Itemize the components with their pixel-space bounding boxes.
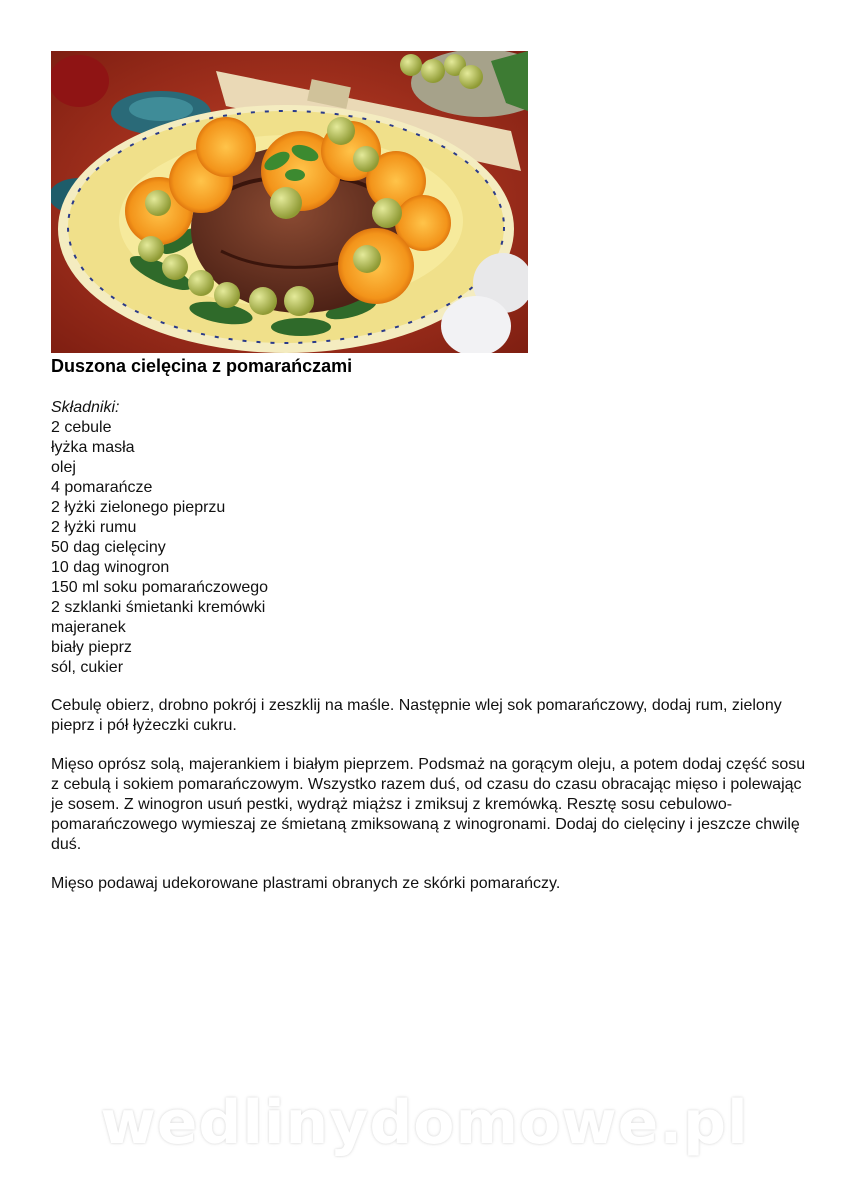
ingredient-item: 2 cebule bbox=[51, 419, 112, 436]
instruction-paragraph: Mięso podawaj udekorowane plastrami obranych ze skórki pomarańczy. bbox=[51, 875, 561, 892]
ingredient-item: 150 ml soku pomarańczowego bbox=[51, 579, 269, 596]
instruction-paragraph: Cebulę obierz, drobno pokrój i zeszklij na maśle. Następnie wlej sok pomarańczowy, dodaj rum, zielony pieprz i pół łyżeczki cukru. bbox=[51, 697, 782, 734]
ingredients-label: Składniki: bbox=[51, 399, 120, 416]
ingredient-item: biały pieprz bbox=[51, 639, 132, 656]
ingredient-item: 4 pomarańcze bbox=[51, 479, 153, 496]
ingredient-item: 2 łyżki rumu bbox=[51, 519, 137, 536]
ingredients-list bbox=[51, 418, 268, 678]
ingredient-item: majeranek bbox=[51, 619, 126, 636]
ingredient-item: 2 łyżki zielonego pieprzu bbox=[51, 499, 226, 516]
ingredient-item: sól, cukier bbox=[51, 659, 124, 676]
ingredient-item: 10 dag winogron bbox=[51, 559, 170, 576]
ingredient-item: łyżka masła bbox=[51, 439, 135, 456]
dish-photo bbox=[51, 51, 528, 353]
ingredient-item: 50 dag cielęciny bbox=[51, 539, 166, 556]
ingredient-item: 2 szklanki śmietanki kremówki bbox=[51, 599, 266, 616]
recipe-title: Duszona cielęcina z pomarańczami bbox=[51, 356, 353, 376]
ingredients-section bbox=[51, 398, 268, 678]
watermark: wedlinydomowe.pl bbox=[100, 1088, 749, 1158]
instruction-paragraph: Mięso oprósz solą, majerankiem i białym pieprzem. Podsmaż na gorącym oleju, a potem dodaj część sosu z cebulą i sokiem pomarańczowym. Wszystko razem duś, od czasu do czasu obracając mięso i polewając je sosem. Z winogron usuń pestki, wydrąż miąższ i zmiksuj z kremówką. Resztę sosu cebulowo-pomarańczowego wymieszaj ze śmietaną zmiksowaną z winogronami. Dodaj do cielęciny i jeszcze chwilę duś. bbox=[51, 756, 806, 853]
ingredient-item: olej bbox=[51, 459, 76, 476]
